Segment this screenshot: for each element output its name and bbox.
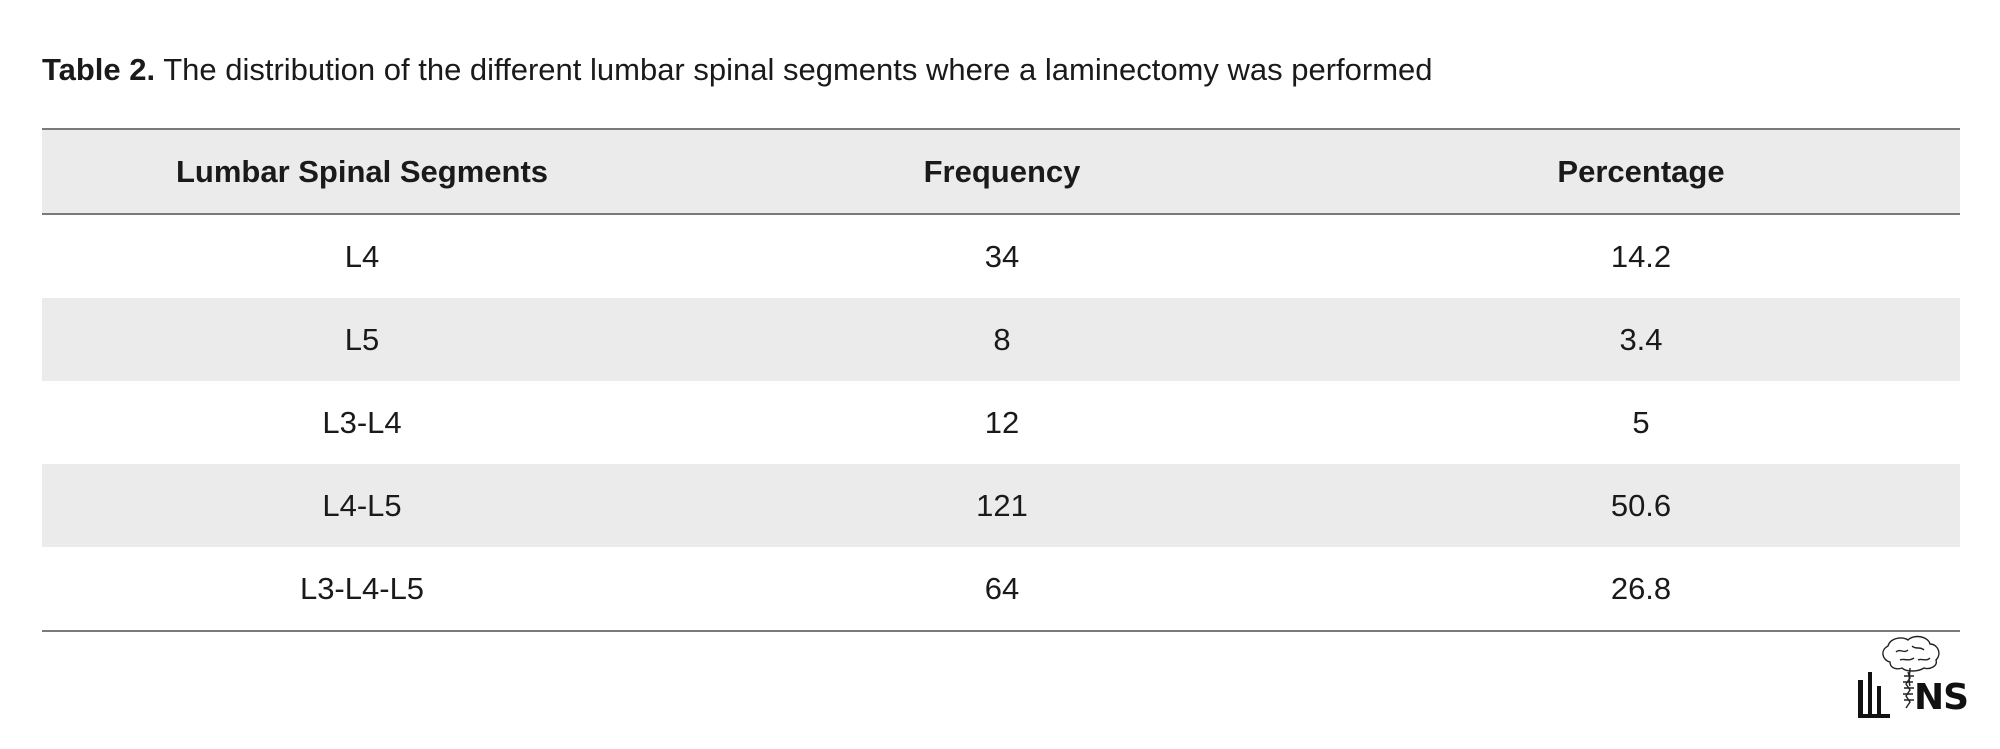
- journal-logo: [1852, 632, 1969, 722]
- cell-frequency: 8: [993, 321, 1011, 357]
- table-header-row: [42, 129, 1960, 214]
- cell-frequency: 12: [984, 404, 1020, 440]
- table-row: [42, 547, 1960, 631]
- cell-percentage: 26.8: [1322, 547, 1960, 631]
- caption-label: Table 2.: [42, 52, 156, 87]
- table-row: [42, 464, 1960, 547]
- cell-segment: L5: [344, 321, 380, 357]
- cell-segment: L3-L4-L5: [42, 547, 682, 631]
- cell-frequency: 121: [976, 487, 1028, 523]
- data-table-container: [42, 128, 1960, 632]
- cell-percentage: 50.6: [1610, 487, 1672, 523]
- logo-text: NS: [1914, 677, 1969, 718]
- cell-percentage: 3.4: [1619, 321, 1663, 357]
- table-caption: [42, 50, 1433, 90]
- caption-text: The distribution of the different lumbar spinal segments where a laminectomy was performed: [163, 52, 1433, 87]
- header-segments: Lumbar Spinal Segments: [42, 129, 682, 214]
- cell-frequency: 64: [682, 547, 1322, 631]
- header-frequency: Frequency: [682, 129, 1322, 214]
- cell-segment: L4: [344, 238, 380, 274]
- table-row: [42, 214, 1960, 298]
- table-row: [42, 381, 1960, 464]
- table-row: [42, 298, 1960, 381]
- data-table: [42, 128, 1960, 632]
- cell-percentage: 14.2: [1610, 238, 1672, 274]
- cell-segment: L3-L4: [322, 404, 402, 440]
- header-percentage: Percentage: [1322, 129, 1960, 214]
- cell-frequency: 34: [984, 238, 1020, 274]
- cell-segment: L4-L5: [322, 487, 402, 523]
- cell-percentage: 5: [1632, 404, 1650, 440]
